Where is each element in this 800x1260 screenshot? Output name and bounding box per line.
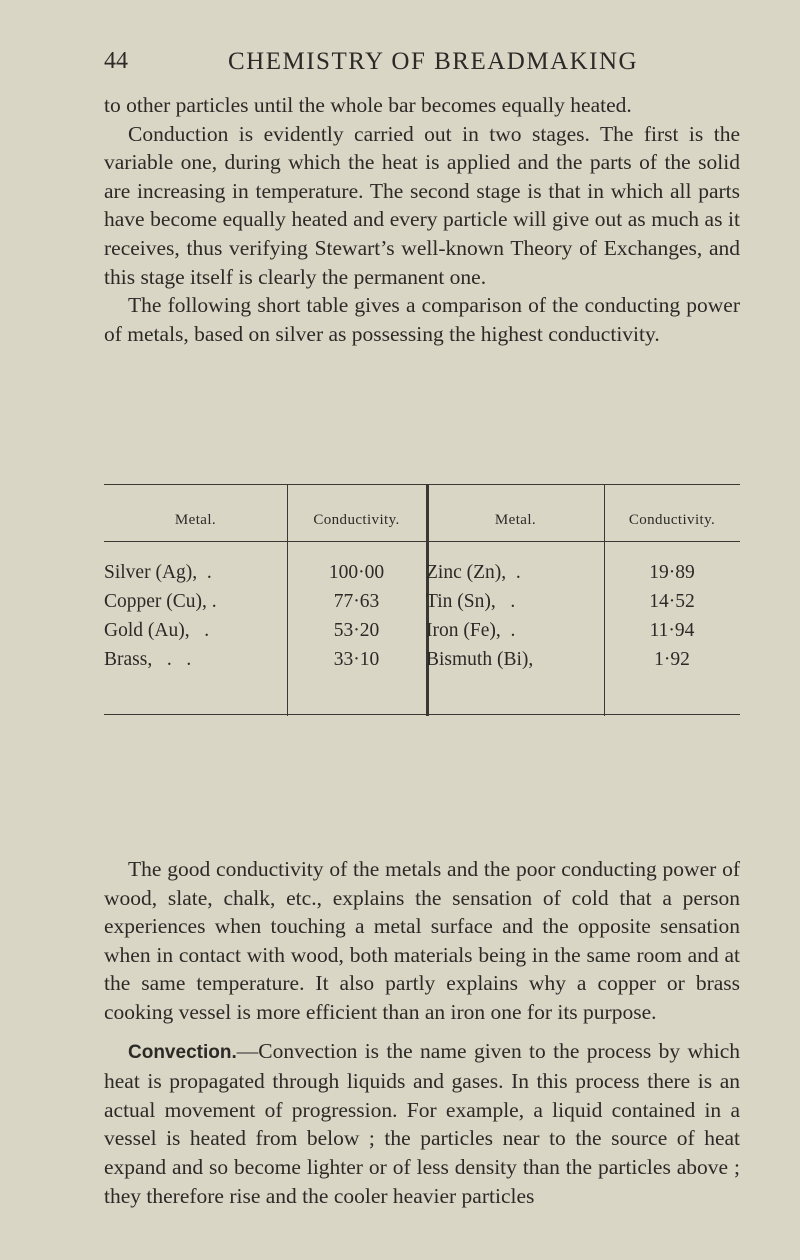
section-heading-convection: Convection. bbox=[128, 1041, 237, 1063]
text-block-before-table bbox=[104, 91, 740, 348]
table-bottom-rule bbox=[104, 714, 740, 715]
conductivity-cell: 1·92 bbox=[654, 649, 690, 670]
column-header-conductivity: Conductivity. bbox=[313, 512, 400, 528]
page-number: 44 bbox=[104, 48, 128, 74]
text-block-after-table bbox=[104, 855, 740, 1210]
metal-name-cell: Brass, . . bbox=[104, 649, 192, 670]
conductivity-cell: 53·20 bbox=[333, 620, 380, 641]
conductivity-cell: 14·52 bbox=[649, 591, 695, 612]
paragraph-convection bbox=[104, 1037, 740, 1211]
paragraph-conduction-stages: Conduction is evidently carried out in two stages. The first is the variable one, during which the heat is applied and the parts of the solid are increasing in temperature. The second stage is that in which all parts have become equally heated and every particle will give out as much as it receives, thus verifying Stewart’s well-known Theory of Exchanges, and this stage itself is clearly the permanent one. bbox=[104, 121, 740, 289]
paragraph-table-intro: The following short table gives a comparison of the conducting power of metals, based on silver as possessing the highest conductivity. bbox=[104, 293, 740, 346]
conductivity-cell: 11·94 bbox=[649, 620, 695, 641]
conductivity-cell: 19·89 bbox=[649, 562, 695, 583]
table-header-rule bbox=[104, 541, 740, 542]
conductivity-table bbox=[104, 484, 740, 716]
page-header bbox=[104, 48, 740, 88]
running-title: CHEMISTRY OF BREADMAKING bbox=[228, 48, 639, 75]
metal-name-cell: Copper (Cu), . bbox=[104, 591, 217, 612]
column-header-metal: Metal. bbox=[174, 512, 217, 528]
convection-text: —Convection is the name given to the process by which heat is propagated through liquids and gases. In this process there is an actual movement of progression. For example, a liquid contained in a vessel is heated from below ; the particles near to the source of heat expand and so become lighter or of less density than the particles above ; they therefore rise and the cooler heavier particles bbox=[104, 1038, 740, 1208]
conductivity-cell: 77·63 bbox=[333, 591, 380, 612]
conductivity-cell: 33·10 bbox=[333, 649, 380, 670]
column-header-conductivity: Conductivity. bbox=[628, 512, 716, 528]
metal-name-cell: Iron (Fe), . bbox=[426, 620, 516, 641]
paragraph-conductivity-explanation: The good conductivity of the metals and the poor conducting power of wood, slate, chalk, etc., explains the sensation of cold that a person experiences when touching a metal surface and the opposite sensation when in contact with wood, both materials being in the same room and at the same temperature. It also partly explains why a copper or brass cooking vessel is more efficient than an iron one for its purpose. bbox=[104, 857, 740, 1024]
metal-name-cell: Zinc (Zn), . bbox=[426, 562, 521, 583]
metal-name-cell: Tin (Sn), . bbox=[426, 591, 516, 612]
conductivity-cell: 100·00 bbox=[328, 562, 385, 583]
table-top-rule bbox=[104, 484, 740, 485]
paragraph-continuation: to other particles until the whole bar becomes equally heated. bbox=[104, 93, 632, 117]
column-header-metal: Metal. bbox=[494, 512, 537, 528]
metal-name-cell: Gold (Au), . bbox=[104, 620, 210, 641]
metal-name-cell: Bismuth (Bi), bbox=[426, 649, 534, 670]
metal-name-cell: Silver (Ag), . bbox=[104, 562, 212, 583]
